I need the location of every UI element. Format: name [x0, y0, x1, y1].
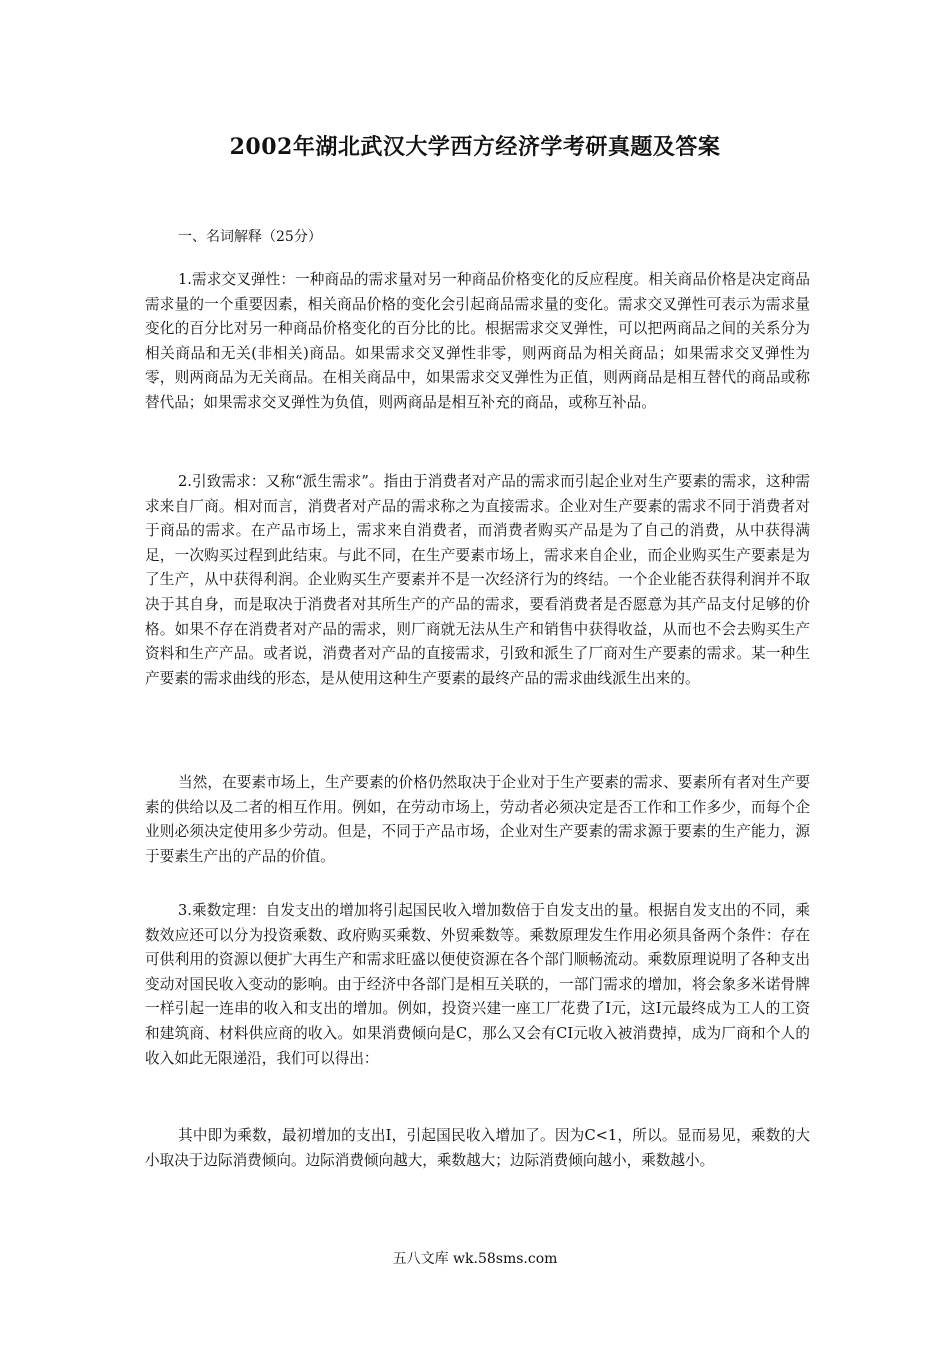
paragraph-factor-market: 当然，在要素市场上，生产要素的价格仍然取决于企业对于生产要素的需求、要素所有者对生产要素的供给以及二者的相互作用。例如，在劳动市场上，劳动者必须决定是否工作和工作多少，而每个企业则必须决定使用多少劳动。但是，不同于产品市场，企业对生产要素的需求源于要素的生产能力，源于要素生产出的产品的价值。 [145, 774, 810, 865]
paragraph-multiplier: 3.乘数定理：自发支出的增加将引起国民收入增加数倍于自发支出的量。根据自发支出的不同，乘数效应还可以分为投资乘数、政府购买乘数、外贸乘数等。乘数原理发生作用必须具备两个条件：存在可供利用的资源以便扩大再生产和需求旺盛以便使资源在各个部门顺畅流动。乘数原理说明了各种支出变动对国民收入变动的影响。由于经济中各部门是相互关联的，一部门需求的增加，将会象多米诺骨牌一样引起一连串的收入和支出的增加。例如，投资兴建一座工厂花费了I元，这I元最终成为工人的工资和建筑商、材料供应商的收入。如果消费倾向是C，那么又会有CI元收入被消费掉，成为厂商和个人的收入如此无限递沿，我们可以得出： [145, 902, 810, 1067]
section-heading: 一、名词解释（25分） [178, 229, 322, 245]
paragraph-multiplier-conclusion: 其中即为乘数，最初增加的支出I，引起国民收入增加了。因为C<1，所以。显而易见，乘数的大小取决于边际消费倾向。边际消费倾向越大，乘数越大；边际消费倾向越小，乘数越小。 [145, 1127, 810, 1169]
paragraph-derived-demand: 2.引致需求：又称“派生需求”。指由于消费者对产品的需求而引起企业对生产要素的需求，这种需求来自厂商。相对而言，消费者对产品的需求称之为直接需求。企业对生产要素的需求不同于消费者对于商品的需求。在产品市场上，需求来自消费者，而消费者购买产品是为了自己的消费，从中获得满足，一次购买过程到此结束。与此不同，在生产要素市场上，需求来自企业，而企业购买生产要素是为了生产，从中获得利润。企业购买生产要素并不是一次经济行为的终结。一个企业能否获得利润并不取决于其自身，而是取决于消费者对其所生产的产品的需求，要看消费者是否愿意为其产品支付足够的价格。如果不存在消费者对产品的需求，则厂商就无法从生产和销售中获得收益，从而也不会去购买生产资料和生产产品。或者说，消费者对产品的直接需求，引致和派生了厂商对生产要素的需求。某一种生产要素的需求曲线的形态，是从使用这种生产要素的最终产品的需求曲线派生出来的。 [145, 473, 810, 687]
document-title: 2002年湖北武汉大学西方经济学考研真题及答案 [229, 134, 721, 160]
paragraph-cross-elasticity: 1.需求交叉弹性：一种商品的需求量对另一种商品价格变化的反应程度。相关商品价格是决定商品需求量的一个重要因素，相关商品价格的变化会引起商品需求量的变化。需求交叉弹性可表示为需求量变化的百分比对另一种商品价格变化的百分比的比。根据需求交叉弹性，可以把两商品之间的关系分为相关商品和无关(非相关)商品。如果需求交叉弹性非零，则两商品为相关商品；如果需求交叉弹性为零，则两商品为无关商品。在相关商品中，如果需求交叉弹性为正值，则两商品是相互替代的商品或称替代品；如果需求交叉弹性为负值，则两商品是相互补充的商品，或称互补品。 [145, 271, 810, 411]
footer-watermark-text: 五八文库 wk.58sms.com [392, 1251, 558, 1267]
